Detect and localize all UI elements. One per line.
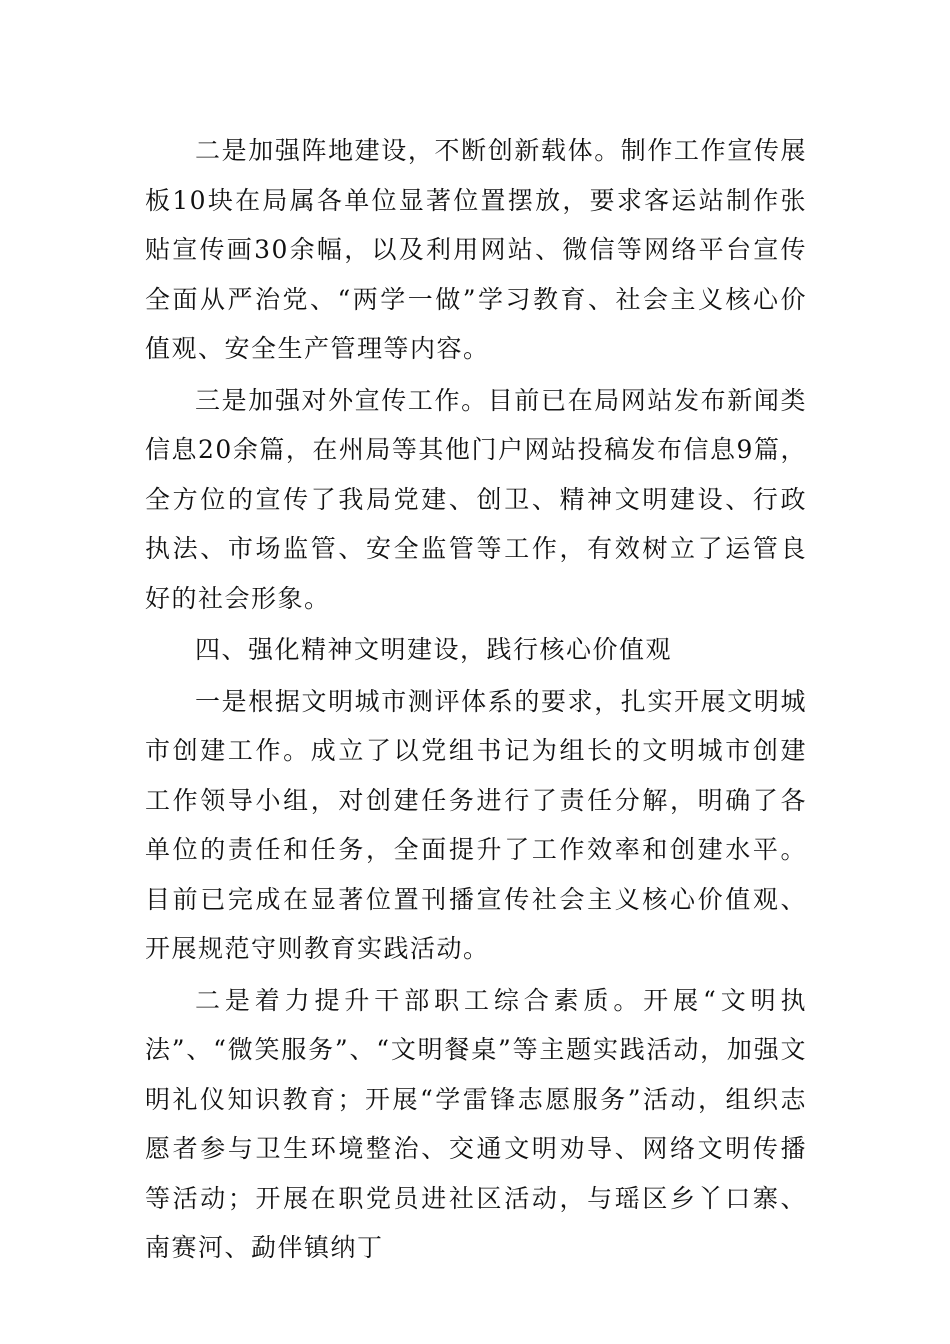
paragraph-propaganda-platforms: 二是加强阵地建设，不断创新载体。制作工作宣传展板10块在局属各单位显著位置摆放，要求客运站制作张贴宣传画30余幅，以及利用网站、微信等网络平台宣传全面从严治党、“两学一做”学习教育、社会主义核心价值观、安全生产管理等内容。 [145,136,807,363]
section-heading-spiritual-civilization: 四、强化精神文明建设，践行核心价值观 [195,635,673,664]
paragraph-external-publicity: 三是加强对外宣传工作。目前已在局网站发布新闻类信息20余篇，在州局等其他门户网站投稿发布信息9篇，全方位的宣传了我局党建、创卫、精神文明建设、行政执法、市场监管、安全监管等工作，有效树立了运管良好的社会形象。 [145,385,807,613]
document-body [145,126,807,1275]
paragraph-civilized-city: 一是根据文明城市测评体系的要求，扎实开展文明城市创建工作。成立了以党组书记为组长的文明城市创建工作领导小组，对创建任务进行了责任分解，明确了各单位的责任和任务，全面提升了工作效率和创建水平。目前已完成在显著位置刊播宣传社会主义核心价值观、开展规范守则教育实践活动。 [145,686,807,963]
paragraph-staff-quality: 二是着力提升干部职工综合素质。开展“文明执法”、“微笑服务”、“文明餐桌”等主题实践活动，加强文明礼仪知识教育；开展“学雷锋志愿服务”活动，组织志愿者参与卫生环境整治、交通文明劝导、网络文明传播等活动；开展在职党员进社区活动，与瑶区乡丫口寨、南赛河、勐伴镇纳丁 [145,985,807,1262]
